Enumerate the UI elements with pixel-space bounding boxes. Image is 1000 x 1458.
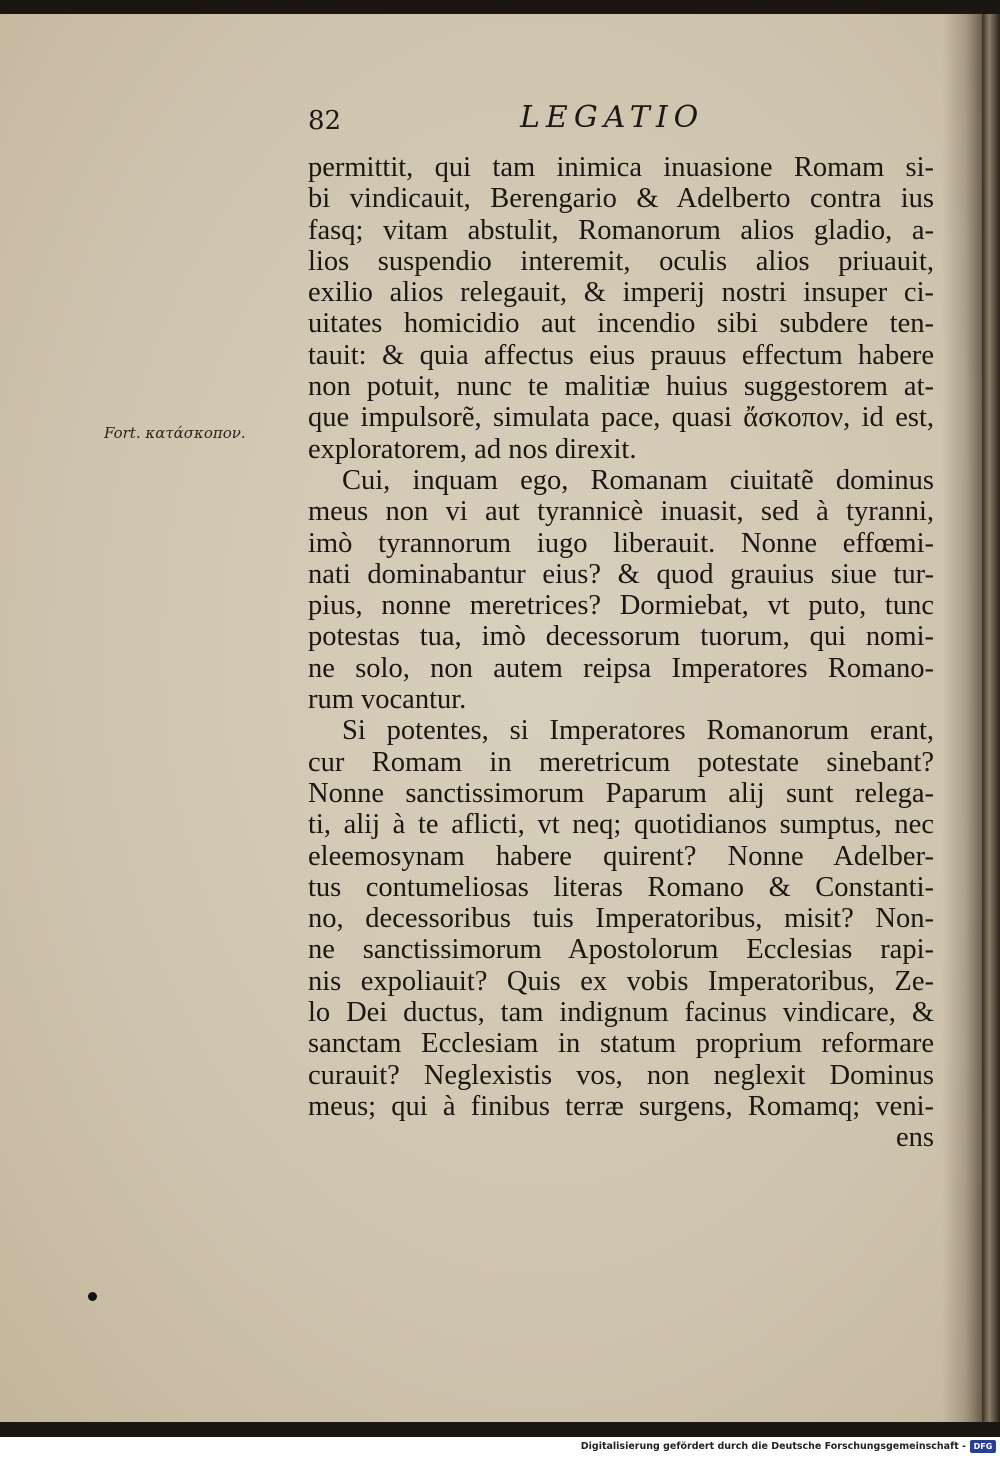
dfg-logo: DFG — [970, 1440, 996, 1453]
page-edge — [982, 14, 1000, 1422]
text-line: que impulsorẽ, simulata pace, quasi ἄσκοπον, id est, — [308, 402, 934, 434]
text-line: nati dominabantur eius? & quod grauius siue tur- — [308, 558, 934, 590]
running-head — [300, 96, 760, 136]
spine-shadow — [942, 14, 982, 1422]
text-line: exploratorem, ad nos direxit. — [308, 433, 637, 465]
text-line: nis expoliauit? Quis ex vobis Imperatoribus, Ze- — [308, 965, 934, 997]
ink-spot — [88, 1292, 97, 1301]
digitization-credit: Digitalisierung gefördert durch die Deutsche Forschungsgemeinschaft - — [580, 1441, 966, 1452]
text-line: pius, nonne meretrices? Dormiebat, vt puto, tunc — [308, 590, 934, 622]
text-line: ti, alij à te aflicti, vt neq; quotidianos sumptus, nec — [308, 809, 934, 841]
text-line: exilio alios relegauit, & imperij nostri insuper ci- — [308, 277, 934, 309]
text-line: fasq; vitam abstulit, Romanorum alios gladio, a- — [308, 214, 934, 246]
text-line: lo Dei ductus, tam indignum facinus vindicare, & — [308, 997, 934, 1029]
text-line: cur Romam in meretricum potestate sinebant? — [308, 746, 934, 778]
text-line: eleemosynam habere quirent? Nonne Adelber- — [308, 840, 934, 872]
body-text — [308, 152, 934, 1154]
text-line: Nonne sanctissimorum Paparum alij sunt relega- — [308, 777, 934, 809]
text-line: potestas tua, imò decessorum tuorum, qui nomi- — [308, 621, 934, 653]
text-line: uitates homicidio aut incendio sibi subdere ten- — [308, 308, 934, 340]
text-line: lios suspendio interemit, oculis alios priuauit, — [308, 245, 934, 277]
margin-note: Fort. κατάσκοπον. — [104, 424, 246, 442]
text-line: non potuit, nunc te malitiæ huius suggestorem at- — [308, 371, 934, 403]
text-line: no, decessoribus tuis Imperatoribus, misit? Non- — [308, 903, 934, 935]
text-line: permittit, qui tam inimica inuasione Romam si- — [308, 152, 934, 183]
text-line: bi vindicauit, Berengario & Adelberto contra ius — [308, 183, 934, 215]
text-line: tus contumeliosas literas Romano & Constanti- — [308, 871, 934, 903]
text-line: ne solo, non autem reipsa Imperatores Romano- — [308, 652, 934, 684]
text-line: Cui, inquam ego, Romanam ciuitatẽ dominus — [342, 464, 934, 496]
page-number: 82 — [308, 106, 342, 136]
text-line: imò tyrannorum iugo liberauit. Nonne effœmi- — [308, 527, 934, 559]
text-line: meus; qui à finibus terræ surgens, Romamq; veni- — [308, 1090, 934, 1122]
running-title: LEGATIO — [520, 100, 705, 135]
text-line: rum vocantur. — [308, 684, 467, 716]
text-line: Si potentes, si Imperatores Romanorum erant, — [342, 715, 934, 747]
text-line: ne sanctissimorum Apostolorum Ecclesias rapi- — [308, 934, 934, 966]
text-line: sanctam Ecclesiam in statum proprium reformare — [308, 1028, 934, 1060]
text-line: curauit? Neglexistis vos, non neglexit Dominus — [308, 1059, 934, 1091]
text-line: tauit: & quia affectus eius prauus effectum habere — [308, 339, 934, 371]
text-line: meus non vi aut tyrannicè inuasit, sed à tyranni, — [308, 496, 934, 528]
catchword: ens — [896, 1122, 934, 1154]
